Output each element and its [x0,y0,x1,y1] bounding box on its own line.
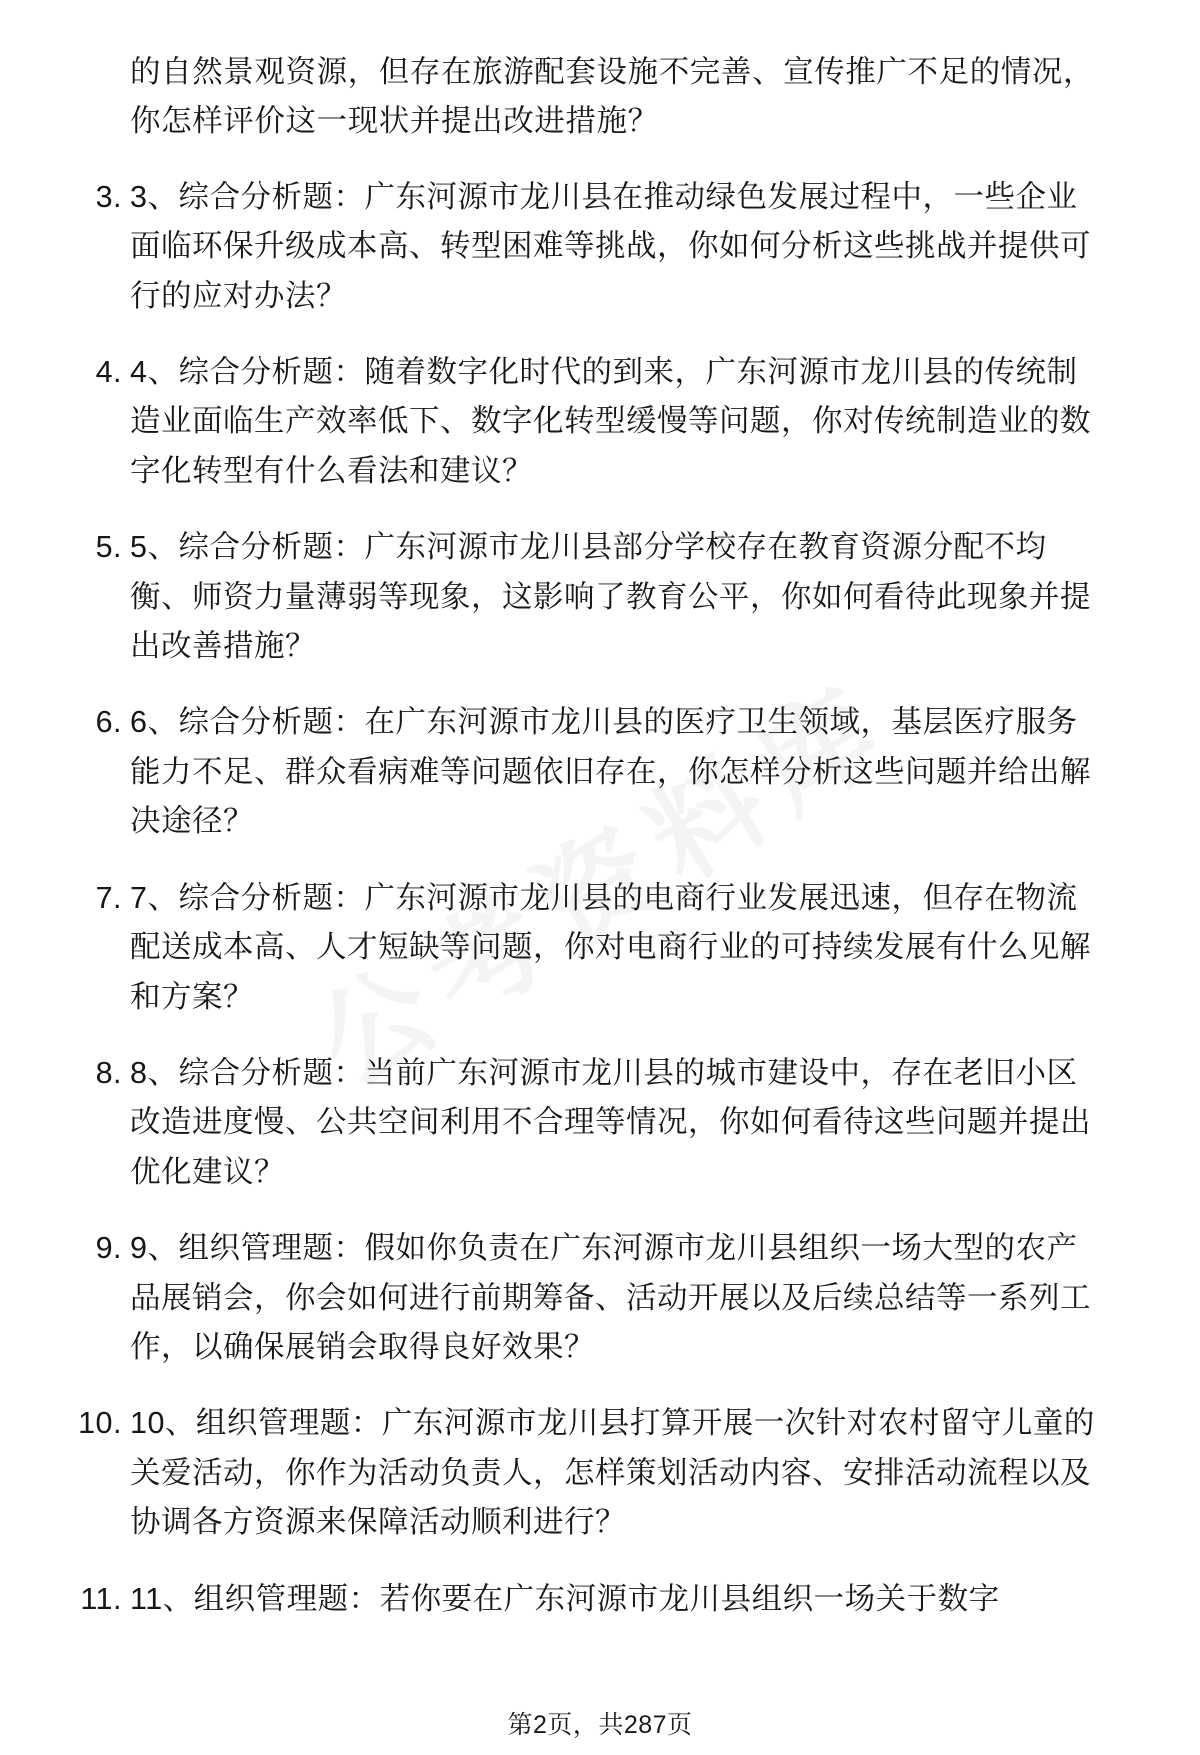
page-footer: 第2页，共287页 [507,1711,693,1739]
list-item-text: 11、组织管理题：若你要在广东河源市龙川县组织一场关于数字 [130,1581,1000,1616]
question-list [78,173,1104,1548]
list-item-text: 4、综合分析题：随着数字化时代的到来，广东河源市龙川县的传统制造业面临生产效率低下、数字化转型缓慢等问题，你对传统制造业的数字化转型有什么看法和建议？ [130,355,1091,488]
list-item-text: 9、组织管理题：假如你负责在广东河源市龙川县组织一场大型的农产品展销会，你会如何进行前期筹备、活动开展以及后续总结等一系列工作，以确保展销会取得良好效果？ [130,1231,1091,1364]
list-item [96,173,1104,321]
list-item-text: 3、综合分析题：广东河源市龙川县在推动绿色发展过程中，一些企业面临环保升级成本高、转型困难等挑战，你如何分析这些挑战并提供可行的应对办法？ [130,179,1091,313]
list-item [96,348,1104,496]
list-item-number: 10. [78,1406,122,1441]
list-item-number: 8. [95,1055,122,1090]
list-item-number: 6. [95,705,122,740]
list-item-number: 4. [95,355,122,390]
list-item-text: 6、综合分析题：在广东河源市龙川县的医疗卫生领域，基层医疗服务能力不足、群众看病难等问题依旧存在，你怎样分析这些问题并给出解决途径？ [130,705,1091,839]
list-item-text: 10、组织管理题：广东河源市龙川县打算开展一次针对农村留守儿童的关爱活动，你作为活动负责人，怎样策划活动内容、安排活动流程以及协调各方资源来保障活动顺利进行？ [130,1406,1095,1540]
list-item [78,1399,1104,1547]
list-item-text: 7、综合分析题：广东河源市龙川县的电商行业发展迅速，但存在物流配送成本高、人才短缺等问题，你对电商行业的可持续发展有什么见解和方案？ [130,880,1091,1014]
lead-paragraph: 的自然景观资源，但存在旅游配套设施不完善、宣传推广不足的情况，你怎样评价这一现状并提出改进措施？ [130,55,1095,139]
list-item-number: 11. [80,1581,122,1616]
list-item-partial [80,1575,1104,1624]
list-item [96,874,1104,1022]
list-item [96,523,1104,671]
list-item [96,1224,1104,1372]
list-item-text: 8、综合分析题：当前广东河源市龙川县的城市建设中，存在老旧小区改造进度慢、公共空间利用不合理等情况，你如何看待这些问题并提出优化建议？ [130,1055,1091,1189]
list-item [96,1049,1104,1197]
list-item-number: 7. [95,880,122,915]
list-item [96,698,1104,846]
list-item-number: 5. [95,530,122,565]
list-item-text: 5、综合分析题：广东河源市龙川县部分学校存在教育资源分配不均衡、师资力量薄弱等现象，这影响了教育公平，你如何看待此现象并提出改善措施？ [130,530,1091,664]
list-item-number: 3. [95,179,122,214]
document-content [78,48,1104,1624]
list-item-number: 9. [95,1231,122,1266]
